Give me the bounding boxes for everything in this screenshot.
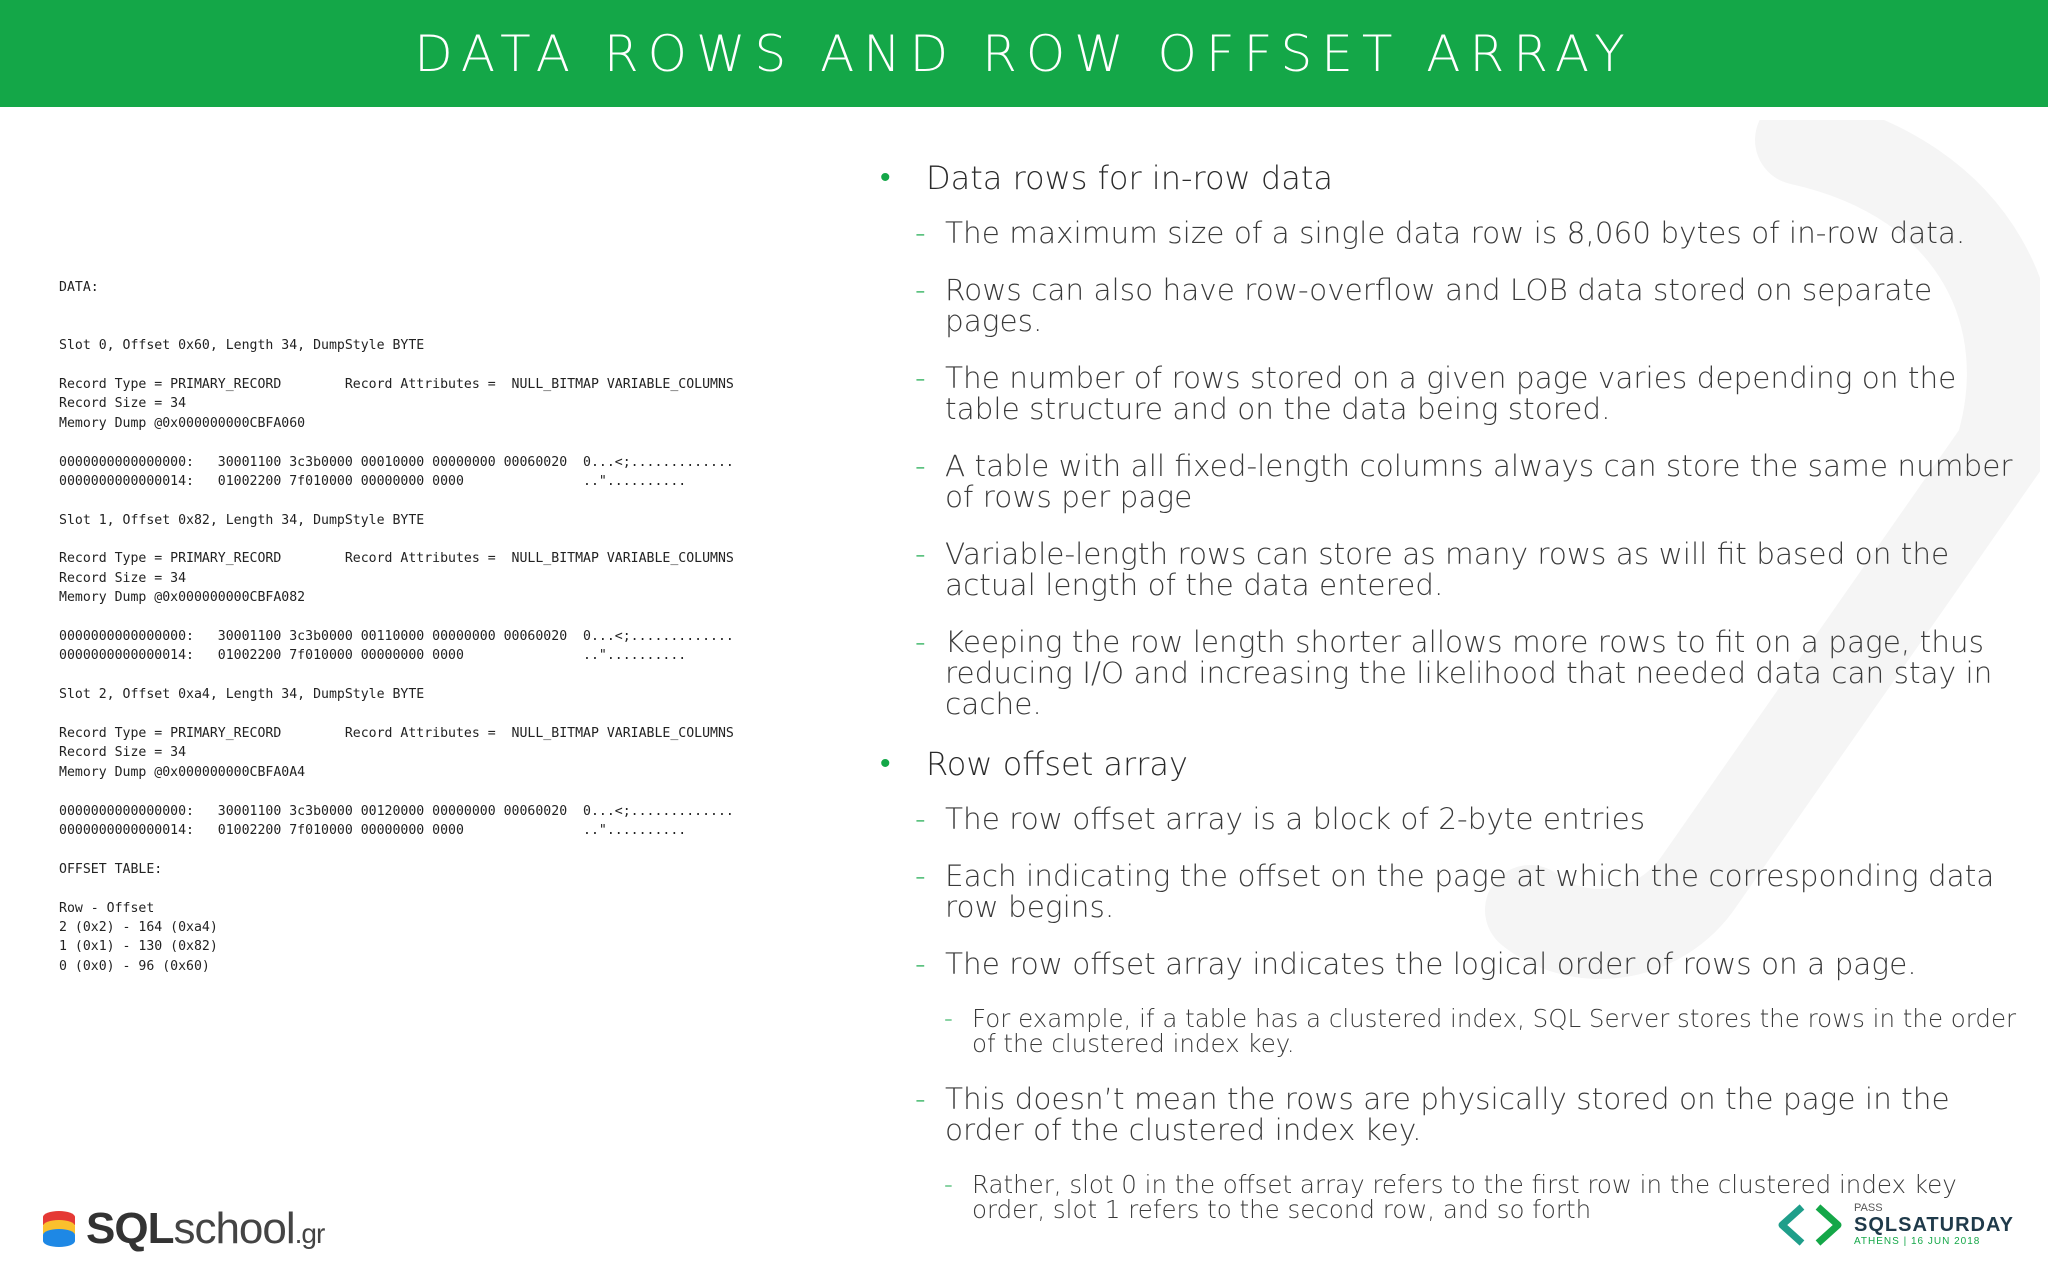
bullet-item-level-2: [870, 275, 2020, 337]
code-line: Record Size = 34: [59, 396, 187, 412]
code-line: Record Size = 34: [59, 570, 187, 586]
code-line: Record Type = PRIMARY_RECORD Record Attributes = NULL_BITMAP VARIABLE_COLUMNS: [59, 725, 734, 741]
code-line: 0000000000000000: 30001100 3c3b0000 00110000 00000000 00060020 0...<;.............: [59, 629, 734, 645]
sqlsaturday-logo: [1774, 1202, 2014, 1247]
code-line: 0000000000000000: 30001100 3c3b0000 00010000 00000000 00060020 0...<;.............: [59, 454, 734, 470]
dash-marker-icon: -: [915, 859, 926, 893]
code-line: 0000000000000000: 30001100 3c3b0000 00120000 00000000 00060020 0...<;.............: [59, 803, 734, 819]
bullet-item-level-2: [870, 451, 2020, 513]
bullet-text: Data rows for in-row data: [926, 159, 1333, 197]
logo-sql-text: SQL: [86, 1204, 174, 1253]
bullet-text: This doesn’t mean the rows are physically stored on the page in the order of the clustered index key.: [945, 1082, 1950, 1147]
code-line: Memory Dump @0x000000000CBFA060: [59, 415, 306, 431]
code-line: [59, 705, 819, 724]
dash-marker-icon: -: [944, 1004, 953, 1033]
code-line: Record Type = PRIMARY_RECORD Record Attributes = NULL_BITMAP VARIABLE_COLUMNS: [59, 376, 734, 392]
code-line: Record Type = PRIMARY_RECORD Record Attributes = NULL_BITMAP VARIABLE_COLUMNS: [59, 551, 734, 567]
bullet-dot-icon: •: [880, 160, 891, 195]
sqlschool-wordmark: [86, 1204, 324, 1254]
bullet-text: Each indicating the offset on the page at which the corresponding data row begins.: [945, 859, 1995, 924]
dash-marker-icon: -: [915, 625, 926, 659]
bullet-item-level-3: [870, 1006, 2020, 1056]
code-line: [59, 840, 819, 859]
bullet-text: The row offset array is a block of 2-byte entries: [945, 802, 1646, 836]
dash-marker-icon: -: [915, 802, 926, 836]
dash-marker-icon: -: [915, 361, 926, 395]
code-line: [59, 530, 819, 549]
code-line: 0000000000000014: 01002200 7f010000 00000000 0000 .."..........: [59, 473, 687, 489]
bullet-text: Keeping the row length shorter allows more rows to fit on a page, thus reducing I/O and increasing the likelihood that needed data can stay in cache.: [945, 625, 1993, 721]
bullet-list: [870, 160, 2020, 1250]
bullet-item-level-2: [870, 218, 2020, 249]
bullet-item-level-2: [870, 627, 2020, 720]
code-line: 0000000000000014: 01002200 7f010000 00000000 0000 .."..........: [59, 648, 687, 664]
bullet-text: The row offset array indicates the logical order of rows on a page.: [945, 947, 1917, 981]
sqlsaturday-text: [1854, 1202, 2014, 1247]
code-line: 1 (0x1) - 130 (0x82): [59, 939, 218, 955]
code-line: [59, 666, 819, 685]
code-line: 0 (0x0) - 96 (0x60): [59, 958, 210, 974]
dash-marker-icon: -: [915, 216, 926, 250]
dash-marker-icon: -: [944, 1170, 953, 1199]
code-line: [59, 608, 819, 627]
bullet-text: For example, if a table has a clustered index, SQL Server stores the rows in the order of the clustered index key.: [972, 1004, 2017, 1058]
page-dump-code: [59, 278, 819, 976]
bullet-text: The maximum size of a single data row is 8,060 bytes of in-row data.: [945, 216, 1966, 250]
code-line: Slot 0, Offset 0x60, Length 34, DumpStyle BYTE: [59, 338, 425, 354]
event-date-label: ATHENS | 16 JUN 2018: [1854, 1236, 1981, 1247]
code-line: Slot 2, Offset 0xa4, Length 34, DumpStyle BYTE: [59, 687, 425, 703]
dash-marker-icon: -: [915, 273, 926, 307]
slide-title: DATA ROWS AND ROW OFFSET ARRAY: [414, 24, 1634, 83]
bullet-text: A table with all fixed-length columns always can store the same number of rows per page: [945, 449, 2013, 514]
chevrons-icon: [1774, 1203, 1846, 1247]
code-line: [59, 879, 819, 898]
code-line: [59, 356, 819, 375]
bullet-item-level-2: [870, 539, 2020, 601]
code-line: [59, 317, 819, 336]
bullet-text: Variable-length rows can store as many rows as will fit based on the actual length of the data entered.: [945, 537, 1950, 602]
bullet-item-level-1: [870, 746, 2020, 782]
code-line: [59, 433, 819, 452]
code-line: Record Size = 34: [59, 745, 187, 761]
code-line: [59, 491, 819, 510]
code-line: OFFSET TABLE:: [59, 861, 163, 877]
code-line: 2 (0x2) - 164 (0xa4): [59, 919, 218, 935]
dash-marker-icon: -: [915, 947, 926, 981]
bullet-item-level-2: [870, 861, 2020, 923]
bullet-text: Row offset array: [926, 745, 1188, 783]
logo-school-text: school: [173, 1204, 295, 1253]
bullet-item-level-2: [870, 1084, 2020, 1146]
pass-label: PASS: [1854, 1202, 1883, 1214]
bullet-item-level-2: [870, 363, 2020, 425]
database-stack-icon: [42, 1209, 76, 1249]
logo-gr-text: .gr: [294, 1218, 325, 1249]
sqlschool-logo: [42, 1204, 324, 1254]
bullet-text: Rather, slot 0 in the offset array refers to the first row in the clustered index key order, slot 1 refers to the second row, and so forth: [972, 1170, 1957, 1224]
code-line: Memory Dump @0x000000000CBFA0A4: [59, 764, 306, 780]
dash-marker-icon: -: [915, 1082, 926, 1116]
bullet-dot-icon: •: [880, 746, 891, 781]
code-line: DATA:: [59, 280, 99, 295]
title-bar: [0, 0, 2048, 107]
bullet-item-level-1: [870, 160, 2020, 196]
code-line: Memory Dump @0x000000000CBFA082: [59, 590, 306, 606]
code-line: [59, 297, 819, 316]
bullet-item-level-2: [870, 804, 2020, 835]
bullet-text: The number of rows stored on a given page varies depending on the table structure and on the data being stored.: [945, 361, 1957, 426]
code-line: Row - Offset: [59, 900, 155, 916]
dash-marker-icon: -: [915, 537, 926, 571]
sqlsaturday-label: SQLSATURDAY: [1854, 1214, 2014, 1236]
code-line: Slot 1, Offset 0x82, Length 34, DumpStyle BYTE: [59, 512, 425, 528]
code-line: 0000000000000014: 01002200 7f010000 00000000 0000 .."..........: [59, 822, 687, 838]
dash-marker-icon: -: [915, 449, 926, 483]
code-line: [59, 782, 819, 801]
bullet-item-level-2: [870, 949, 2020, 980]
bullet-text: Rows can also have row-overflow and LOB data stored on separate pages.: [945, 273, 1933, 338]
